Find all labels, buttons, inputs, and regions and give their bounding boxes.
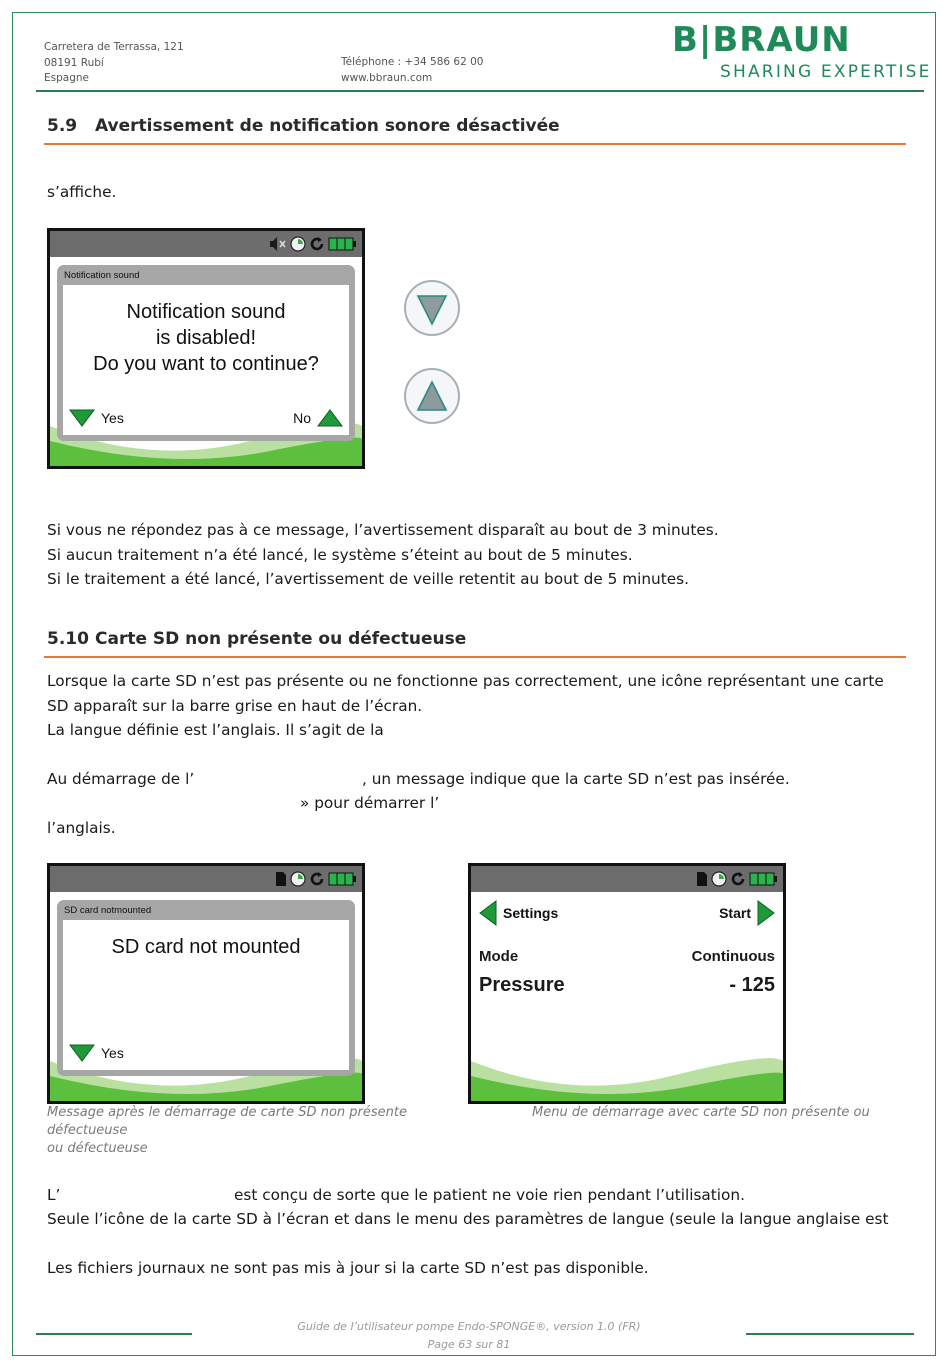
yes-label: Yes: [101, 410, 124, 426]
up-triangle-icon: [406, 370, 458, 422]
pressure-label: Pressure: [479, 974, 565, 996]
clock-icon: [290, 871, 306, 887]
status-bar: [471, 866, 783, 892]
no-label: No: [293, 410, 311, 426]
timeout-line-3: Si le traitement a été lancé, l’avertissement de veille retentit au bout de 5 minutes.: [47, 570, 689, 588]
message-line-1: Notification sound: [126, 301, 286, 323]
mode-label: Mode: [479, 948, 519, 965]
settings-softkey[interactable]: [479, 900, 558, 926]
sd-line-6: l’anglais.: [47, 819, 116, 837]
message-line-3: Do you want to continue?: [93, 353, 319, 375]
timeout-line-1: Si vous ne répondez pas à ce message, l’avertissement disparaît au bout de 3 minutes.: [47, 521, 719, 539]
header-rule: [36, 90, 924, 92]
dialog-message: [63, 299, 349, 377]
design-line-end: est conçu de sorte que le patient ne voie rien pendant l’utilisation.: [234, 1186, 745, 1204]
timeout-line-2: Si aucun traitement n’a été lancé, le système s’éteint au bout de 5 minutes.: [47, 545, 633, 564]
clock-icon: [290, 236, 306, 252]
settings-label: Settings: [503, 905, 559, 921]
footer-rule-right: [746, 1333, 914, 1335]
device-screen-notification: [47, 228, 365, 469]
notification-dialog: [57, 265, 355, 441]
section-number: 5.9: [47, 116, 78, 136]
address-line-2: 08191 Rubí: [44, 56, 104, 69]
section-rule: [44, 143, 906, 145]
section-number: 5.10: [47, 629, 89, 649]
sd-line-4-start: Au démarrage de l’: [47, 770, 195, 788]
caption-left-line-1: Message après le démarrage de carte SD non présente: [47, 1105, 407, 1120]
status-bar: [50, 866, 362, 892]
log-files-line: Les fichiers journaux ne sont pas mis à jour si la carte SD n’est pas disponible.: [47, 1259, 649, 1277]
website-line: www.bbraun.com: [341, 71, 433, 84]
battery-icon: [328, 871, 358, 887]
mode-value: Continuous: [691, 948, 775, 965]
company-address: [44, 40, 184, 87]
section-title: Carte SD non présente ou défectueuse: [95, 629, 467, 649]
screen-wave-decoration: [471, 1031, 783, 1101]
down-key-button[interactable]: [404, 280, 460, 336]
down-triangle-icon: [69, 409, 95, 427]
clock-icon: [711, 871, 727, 887]
device-screen-sd-not-mounted: [47, 863, 365, 1104]
device-screen-start-menu: [468, 863, 786, 1104]
section-heading-5-9: [47, 116, 560, 136]
battery-icon: [749, 871, 779, 887]
battery-icon: [328, 236, 358, 252]
sd-line-2: SD apparaît sur la barre grise en haut de l’écran.: [47, 696, 423, 715]
caption-right: Menu de démarrage avec carte SD non présente ou: [532, 1105, 870, 1120]
section-intro: s’affiche.: [47, 183, 117, 201]
logo-tagline: SHARING EXPERTISE: [720, 62, 932, 82]
dialog-body: [63, 285, 349, 435]
page-footer: [200, 1318, 738, 1354]
yes-label: Yes: [101, 1045, 124, 1061]
right-arrow-icon: [757, 900, 775, 926]
footer-page-number: Page 63 sur 81: [427, 1338, 511, 1351]
sd-paragraph-a: [47, 669, 884, 743]
address-line-3: Espagne: [44, 72, 89, 84]
footer-guide-title: Guide de l’utilisateur pompe Endo-SPONGE®, version 1.0 (FR): [297, 1320, 641, 1333]
caption-left-line-2: défectueuse: [47, 1123, 128, 1138]
design-line-start: L’: [47, 1186, 61, 1204]
sd-icon-line: Seule l’icône de la carte SD à l’écran et dans le menu des paramètres de langue (seule la langue anglaise est: [47, 1210, 889, 1228]
caption-left-line-3: ou défectueuse: [47, 1141, 148, 1156]
start-label: Start: [719, 905, 751, 921]
section-heading-5-10: [47, 629, 466, 649]
up-key-button[interactable]: [404, 368, 460, 424]
bbraun-logo: B|BRAUN: [672, 20, 851, 60]
dialog-body: [63, 920, 349, 1070]
timeout-paragraph: [47, 518, 719, 592]
sd-card-icon: [275, 871, 287, 887]
refresh-icon: [730, 871, 746, 887]
sd-dialog: [57, 900, 355, 1076]
phone-line: Téléphone : +34 586 62 00: [341, 56, 484, 68]
yes-softkey[interactable]: [69, 1044, 124, 1062]
address-line-1: Carretera de Terrassa, 121: [44, 41, 184, 53]
no-softkey[interactable]: [293, 409, 343, 427]
message-line-2: is disabled!: [155, 327, 257, 349]
company-contact: [341, 55, 483, 86]
down-triangle-icon: [406, 282, 458, 334]
refresh-icon: [309, 236, 325, 252]
yes-softkey[interactable]: [69, 409, 124, 427]
refresh-icon: [309, 871, 325, 887]
section-title: Avertissement de notification sonore désactivée: [95, 116, 560, 136]
pressure-value: - 125: [729, 974, 775, 996]
footer-rule-left: [36, 1333, 192, 1335]
down-triangle-icon: [69, 1044, 95, 1062]
dialog-message: SD card not mounted: [111, 936, 301, 958]
caption-left: [47, 1104, 407, 1158]
sd-line-4-end: , un message indique que la carte SD n’est pas insérée.: [362, 770, 790, 788]
sd-card-icon: [696, 871, 708, 887]
dialog-title: SD card notmounted: [64, 905, 152, 916]
left-arrow-icon: [479, 900, 497, 926]
status-bar: [50, 231, 362, 257]
up-triangle-icon: [317, 409, 343, 427]
sd-line-1: Lorsque la carte SD n’est pas présente ou ne fonctionne pas correctement, une icône représentant une carte: [47, 672, 884, 690]
speaker-muted-icon: [269, 236, 287, 252]
section-rule: [44, 656, 906, 658]
start-softkey[interactable]: [719, 900, 775, 926]
sd-line-3: La langue définie est l’anglais. Il s’agit de la: [47, 721, 384, 739]
dialog-title: Notification sound: [64, 270, 140, 281]
sd-line-5: » pour démarrer l’: [300, 794, 440, 812]
